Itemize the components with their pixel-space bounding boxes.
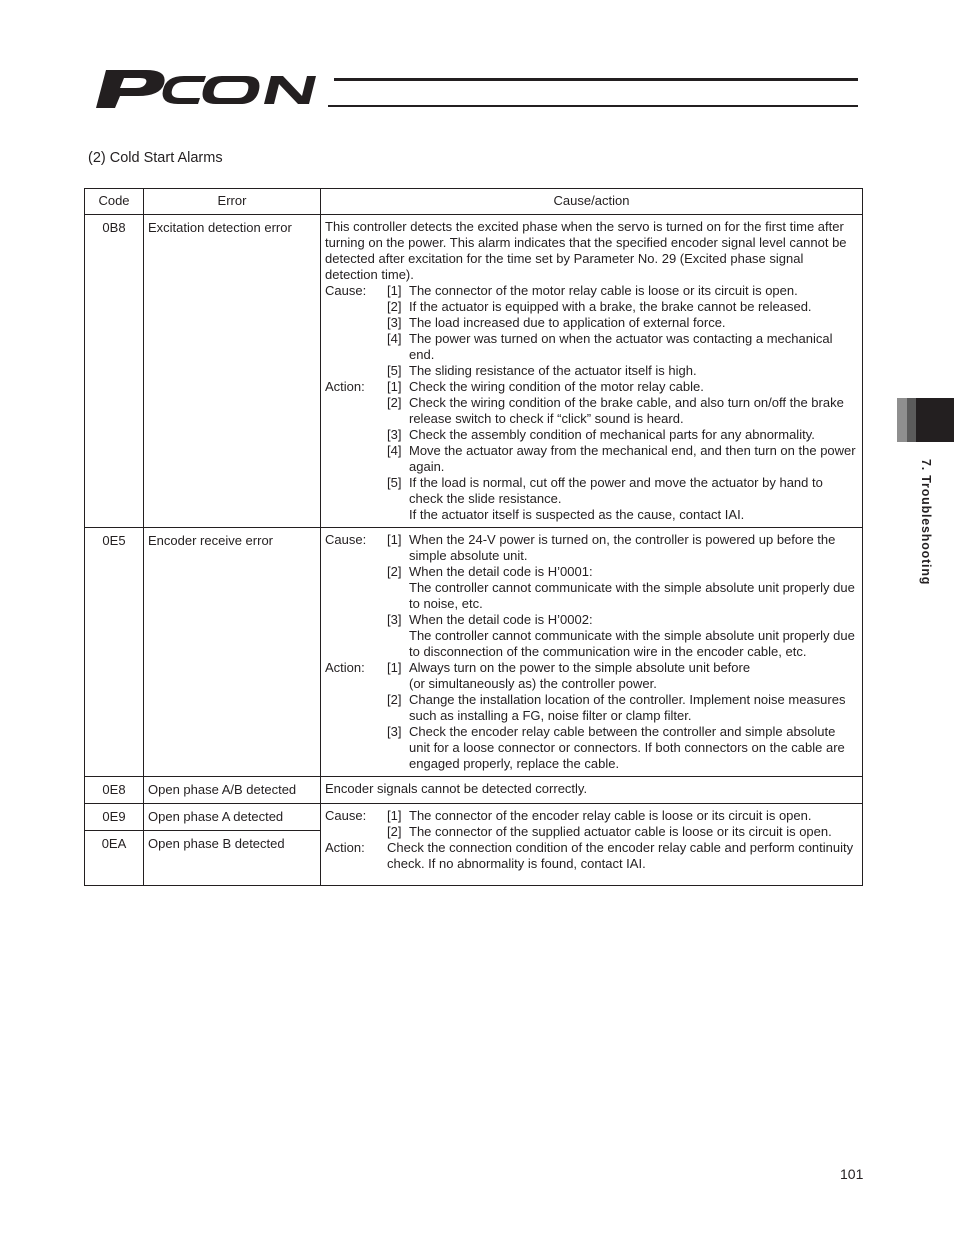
alarm-cause-action: Encoder signals cannot be detected correctly. [321,777,863,804]
list-item: [5] The sliding resistance of the actuator itself is high. [387,363,697,378]
column-header-cause-action: Cause/action [321,189,863,215]
action-label: Action: [325,840,365,855]
list-item: [2] When the detail code is H’0001: The controller cannot communicate with the simple absolute unit properly due to noise, etc. [387,564,855,611]
table-row [85,528,863,777]
list-item: [1] The connector of the encoder relay cable is loose or its circuit is open. [387,808,812,823]
alarm-cause-action [321,804,863,886]
list-item: [4] The power was turned on when the actuator was contacting a mechanical end. [387,331,833,362]
list-item: [3] The load increased due to application of external force. [387,315,726,330]
cause-label: Cause: [325,283,367,298]
action-label: Action: [325,379,365,394]
alarm-error: Open phase A detected [144,804,321,831]
list-item: [2] Check the wiring condition of the brake cable, and also turn on/off the brake release switch to check if “click” sound is heard. [387,395,844,426]
list-item: [3] Check the encoder relay cable between the controller and simple absolute unit for a loose connector or connectors. If both connectors on the cable are engaged properly, replace the cable. [387,724,845,771]
alarm-error: Encoder receive error [144,528,321,777]
list-item: [2] If the actuator is equipped with a brake, the brake cannot be released. [387,299,812,314]
action-block [325,379,858,523]
alarm-code: 0E9 [85,804,144,831]
column-header-code: Code [85,189,144,215]
list-item: [5] If the load is normal, cut off the power and move the actuator by hand to check the slide resistance. [387,475,823,506]
list-item: [1] The connector of the motor relay cable is loose or its circuit is open. [387,283,798,298]
cause-label: Cause: [325,808,367,823]
alarm-error: Excitation detection error [144,215,321,528]
alarm-code: 0E8 [85,777,144,804]
list-item: [2] Change the installation location of the controller. Implement noise measures such as installing a FG, noise filter or clamp filter. [387,692,846,723]
section-title: (2) Cold Start Alarms [88,150,223,166]
list-item: [3] When the detail code is H’0002: The controller cannot communicate with the simple absolute unit properly due to disconnection of the communication wire in the encoder cable, etc. [387,612,855,659]
alarm-error: Open phase A/B detected [144,777,321,804]
action-label: Action: [325,660,365,675]
column-header-error: Error [144,189,321,215]
alarm-cause-action [321,528,863,777]
cause-block [325,808,858,840]
list-item: [1] Always turn on the power to the simple absolute unit before (or simultaneously as) the controller power. [387,660,751,691]
table-row [85,804,863,831]
table-header-row [85,189,863,215]
page-number: 101 [840,1166,864,1182]
cause-block [325,283,858,379]
cause-block [325,532,858,660]
header-rule-thin [328,105,858,107]
table-row [85,215,863,528]
list-item: [3] Check the assembly condition of mechanical parts for any abnormality. [387,427,815,442]
list-item: [1] When the 24-V power is turned on, the controller is powered up before the simple absolute unit. [387,532,836,563]
cold-start-alarm-table [84,188,863,886]
header-rule-thick [334,78,858,81]
cause-label: Cause: [325,532,367,547]
table-row [85,777,863,804]
list-item: [2] The connector of the supplied actuator cable is loose or its circuit is open. [387,824,832,839]
chapter-tab-marker [897,398,954,442]
action-note: If the actuator itself is suspected as the cause, contact IAI. [409,507,745,522]
alarm-description: This controller detects the excited phase when the servo is turned on for the first time after turning on the power. This alarm indicates that the specified encoder signal level cannot be detected after excitation for the time set by Parameter No. 29 (Excited phase signal detection time). [325,219,847,282]
alarm-code: 0B8 [85,215,144,528]
action-text: Check the connection condition of the encoder relay cable and perform continuity check. If no abnormality is found, contact IAI. [387,840,854,871]
alarm-error: Open phase B detected [144,831,321,886]
chapter-tab-label: 7. Troubleshooting [919,459,933,586]
alarm-code: 0E5 [85,528,144,777]
pcon-logo [96,66,336,112]
list-item: [4] Move the actuator away from the mechanical end, and then turn on the power again. [387,443,856,474]
action-block [325,840,858,872]
list-item: [1] Check the wiring condition of the motor relay cable. [387,379,704,394]
alarm-cause-action [321,215,863,528]
alarm-code: 0EA [85,831,144,886]
action-block [325,660,858,772]
